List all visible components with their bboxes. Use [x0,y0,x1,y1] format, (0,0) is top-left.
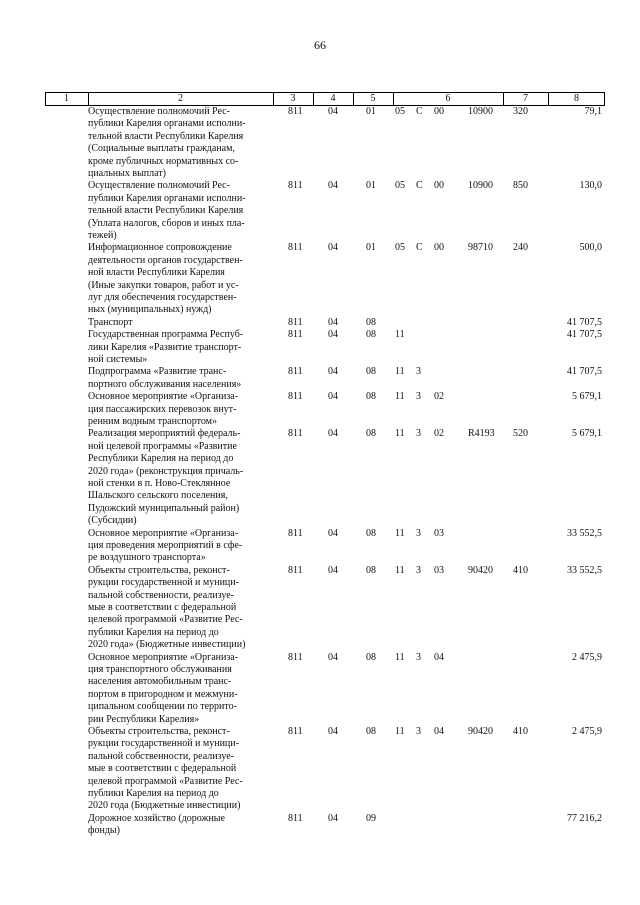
cell-c4: 04 [328,428,338,440]
table-row [45,329,605,366]
cell-c8: 77 216,2 [567,812,602,824]
header-col-7: 7 [523,93,528,104]
row-name: Осуществление полномочий Рес- публики Карелия органами исполни- тельной власти Республики Карелия (Уплата налогов, сборов и иных пла- тежей) [88,180,246,242]
cell-p1: 11 [395,651,405,663]
cell-c7: 410 [513,564,528,576]
cell-c8: 2 475,9 [572,651,602,663]
cell-c7: 520 [513,428,528,440]
cell-p1: 05 [395,106,405,117]
cell-c5: 08 [366,316,376,328]
cell-p4: 90420 [468,725,493,737]
cell-c3: 811 [288,242,303,254]
cell-c4: 04 [328,527,338,539]
cell-c5: 01 [366,106,376,117]
table-header [45,92,605,106]
cell-c8: 41 707,5 [567,316,602,328]
cell-p1: 11 [395,725,405,737]
cell-p2: 3 [416,428,421,440]
cell-c8: 33 552,5 [567,564,602,576]
cell-p3: 03 [434,564,444,576]
row-name: Осуществление полномочий Рес- публики Карелия органами исполни- тельной власти Республики Карелия (Социальные выплаты гражданам, кроме публичных нормативных со- циальных выплат) [88,106,246,180]
cell-p3: 00 [434,180,444,192]
cell-p2: С [416,180,423,192]
row-name: Основное мероприятие «Организа- ция проведения мероприятий в сфе- ре воздушного транспорта» [88,527,243,564]
cell-c7: 410 [513,725,528,737]
cell-p1: 11 [395,329,405,341]
header-col-4: 4 [330,93,336,104]
cell-c3: 811 [288,316,303,328]
cell-c3: 811 [288,527,303,539]
cell-c5: 01 [366,180,376,192]
header-col-6: 6 [445,93,451,104]
cell-p3: 00 [434,242,444,254]
row-name: Объекты строительства, реконст- рукции государственной и муници- пальной собственности, реализуе- мые в соответствии с федеральной целевой программой «Развитие Рес- публики Карелия на период до 2020 года» (Бюджетные инвестиции) [88,564,246,651]
cell-c8: 2 475,9 [572,725,602,737]
cell-p4: 90420 [468,564,493,576]
cell-c8: 41 707,5 [567,366,602,378]
cell-p3: 04 [434,651,444,663]
cell-c4: 04 [328,316,338,328]
cell-p4: 98710 [468,242,493,254]
cell-p3: 00 [434,106,444,117]
cell-c4: 04 [328,180,338,192]
cell-c3: 811 [288,428,303,440]
cell-p1: 11 [395,564,405,576]
table-body [45,106,605,838]
cell-c5: 08 [366,428,376,440]
cell-c7: 240 [513,242,528,254]
cell-p4: R4193 [468,428,495,440]
table-row [45,565,605,652]
cell-c5: 08 [366,391,376,403]
cell-c8: 33 552,5 [567,527,602,539]
cell-c8: 79,1 [584,106,602,117]
cell-p3: 03 [434,527,444,539]
cell-p2: С [416,242,423,254]
cell-c4: 04 [328,812,338,824]
cell-c8: 41 707,5 [567,329,602,341]
table-row [45,813,605,838]
table-row [45,726,605,813]
cell-p4: 10900 [468,180,493,192]
table-row [45,428,605,527]
cell-p3: 02 [434,391,444,403]
cell-c5: 09 [366,812,376,824]
cell-c3: 811 [288,106,303,117]
cell-c5: 08 [366,725,376,737]
cell-c5: 08 [366,366,376,378]
cell-c5: 08 [366,651,376,663]
cell-p1: 11 [395,366,405,378]
cell-c4: 04 [328,366,338,378]
cell-c4: 04 [328,106,338,117]
row-name: Объекты строительства, реконст- рукции государственной и муници- пальной собственности, реализуе- мые в соответствии с федеральной целевой программой «Развитие Рес- публики Карелия на период до 2020 года (Бюджетные инвестиции) [88,725,243,812]
cell-c4: 04 [328,651,338,663]
table-row [45,366,605,391]
cell-p3: 04 [434,725,444,737]
row-name: Основное мероприятие «Организа- ция транспортного обслуживания населения автомобильным транс- портом в пригородном и межмуни- ципальном сообщении по террито- рии Республики Карелия» [88,651,239,725]
cell-p1: 11 [395,391,405,403]
cell-c8: 5 679,1 [572,428,602,440]
cell-c4: 04 [328,725,338,737]
row-name: Транспорт [88,316,133,328]
cell-c7: 850 [513,180,528,192]
row-name: Реализация мероприятий федераль- ной целевой программы «Развитие Республики Карелия на период до 2020 года» (реконструкция причаль- ной стенки в п. Ново-Стеклянное Шальского сельского поселения, Пудожский муниципальный район) (Субсидии) [88,428,244,527]
header-col-1: 1 [64,93,69,104]
cell-c3: 811 [288,180,303,192]
header-col-5: 5 [370,93,376,104]
cell-c3: 811 [288,366,303,378]
header-col-2: 2 [178,93,183,104]
table-row [45,652,605,726]
cell-c3: 811 [288,564,303,576]
cell-c8: 5 679,1 [572,391,602,403]
cell-c3: 811 [288,725,303,737]
cell-c3: 811 [288,329,303,341]
cell-c8: 500,0 [579,242,602,254]
cell-p2: 3 [416,527,421,539]
table-row [45,317,605,329]
cell-c5: 08 [366,564,376,576]
row-name: Государственная программа Респуб- лики Карелия «Развитие транспорт- ной системы» [88,329,244,365]
table-row [45,391,605,428]
cell-p2: 3 [416,564,421,576]
row-name: Дорожное хозяйство (дорожные фонды) [88,812,225,837]
header-col-8: 8 [574,93,579,104]
cell-p1: 05 [395,242,405,254]
cell-p2: 3 [416,391,421,403]
cell-c8: 130,0 [579,180,602,192]
row-name: Основное мероприятие «Организа- ция пассажирских перевозок внут- ренним водным транспортом» [88,391,239,427]
cell-c4: 04 [328,242,338,254]
cell-c5: 01 [366,242,376,254]
cell-c4: 04 [328,391,338,403]
cell-p4: 10900 [468,106,493,117]
cell-p2: 3 [416,725,421,737]
cell-c4: 04 [328,329,338,341]
cell-p2: 3 [416,651,421,663]
page-number: 66 [314,38,326,52]
cell-c4: 04 [328,564,338,576]
header-col-3: 3 [290,93,296,104]
cell-c7: 320 [513,106,528,117]
budget-table [45,92,605,838]
table-row [45,528,605,565]
table-row [45,242,605,316]
cell-p1: 11 [395,428,405,440]
cell-p1: 11 [395,527,405,539]
table-row [45,106,605,180]
cell-p2: С [416,106,423,117]
cell-c5: 08 [366,329,376,341]
cell-c5: 08 [366,527,376,539]
table-row [45,180,605,242]
cell-c3: 811 [288,651,303,663]
cell-c3: 811 [288,812,303,824]
row-name: Подпрограмма «Развитие транс- портного обслуживания населения» [88,366,242,390]
cell-c3: 811 [288,391,303,403]
cell-p1: 05 [395,180,405,192]
row-name: Информационное сопровождение деятельности органов государствен- ной власти Республики Карелия (Иные закупки товаров, работ и ус- луг для обеспечения государствен- ных (муниципальных) нужд) [88,242,243,316]
cell-p2: 3 [416,366,421,378]
cell-p3: 02 [434,428,444,440]
